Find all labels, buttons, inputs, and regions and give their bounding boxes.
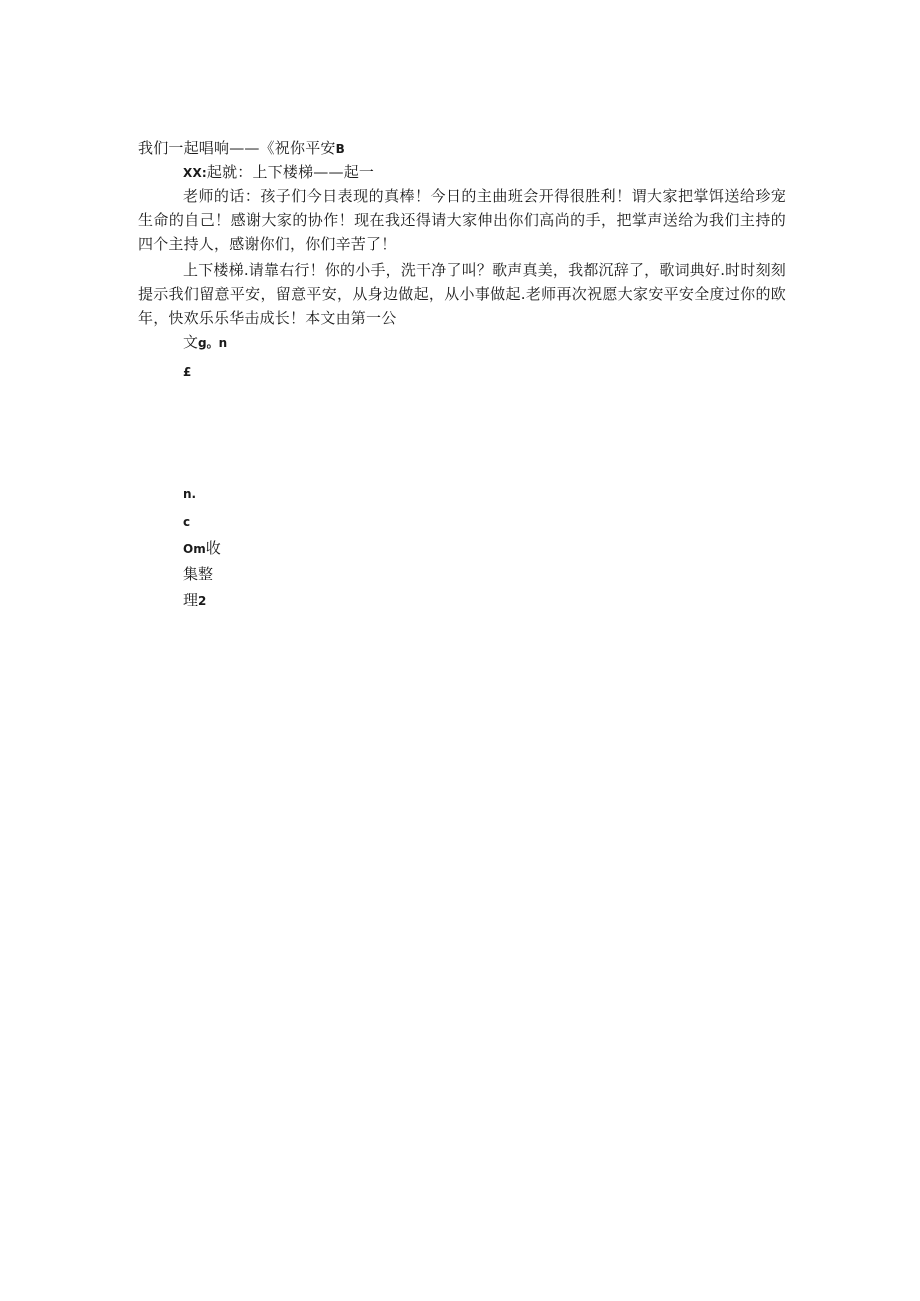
teacher-words-paragraph: 老师的话：孩子们今日表现的真棒！今日的主曲班会开得很胜利！谓大家把掌饵送给珍宠生命的自己！感谢大家的协作！现在我还得请大家伸出你们高尚的手，把掌声送给为我们主持的四个主持人，感谢你们，你们辛苦了！ [138, 187, 786, 253]
stairs-line-text: 起就：上下楼梯——起一 [206, 163, 375, 181]
fragment-3: n. [183, 487, 197, 501]
fragment-2: £ [183, 365, 192, 379]
fragment-1-latin: g。n [198, 336, 228, 350]
stairs-line [183, 160, 374, 185]
stairs-line-prefix: XX: [183, 166, 207, 180]
song-line-suffix: B [335, 142, 345, 156]
fragment-7 [183, 588, 206, 613]
fragment-5 [183, 536, 221, 561]
fragment-5-latin: Om [183, 542, 206, 556]
fragment-6: 集整 [183, 565, 214, 583]
fragment-1 [183, 330, 227, 355]
fragment-7-text: 理 [183, 591, 199, 609]
fragment-4: c [183, 515, 191, 529]
fragment-7-latin: 2 [198, 594, 207, 608]
fragment-1-text: 文 [183, 333, 199, 351]
stairs-paragraph: 上下楼梯.请靠右行！你的小手，洗干净了叫？歌声真美，我都沉辞了，歌词典好.时时刻刻提示我们留意平安，留意平安，从身边做起，从小事做起.老师再次祝愿大家安平安全度过你的欧年，快欢乐乐华击成长！本文由第一公 [138, 261, 786, 327]
song-line-text: 我们一起唱响——《祝你平安 [138, 139, 336, 157]
fragment-5-text: 收 [205, 539, 221, 557]
song-line [138, 136, 345, 161]
